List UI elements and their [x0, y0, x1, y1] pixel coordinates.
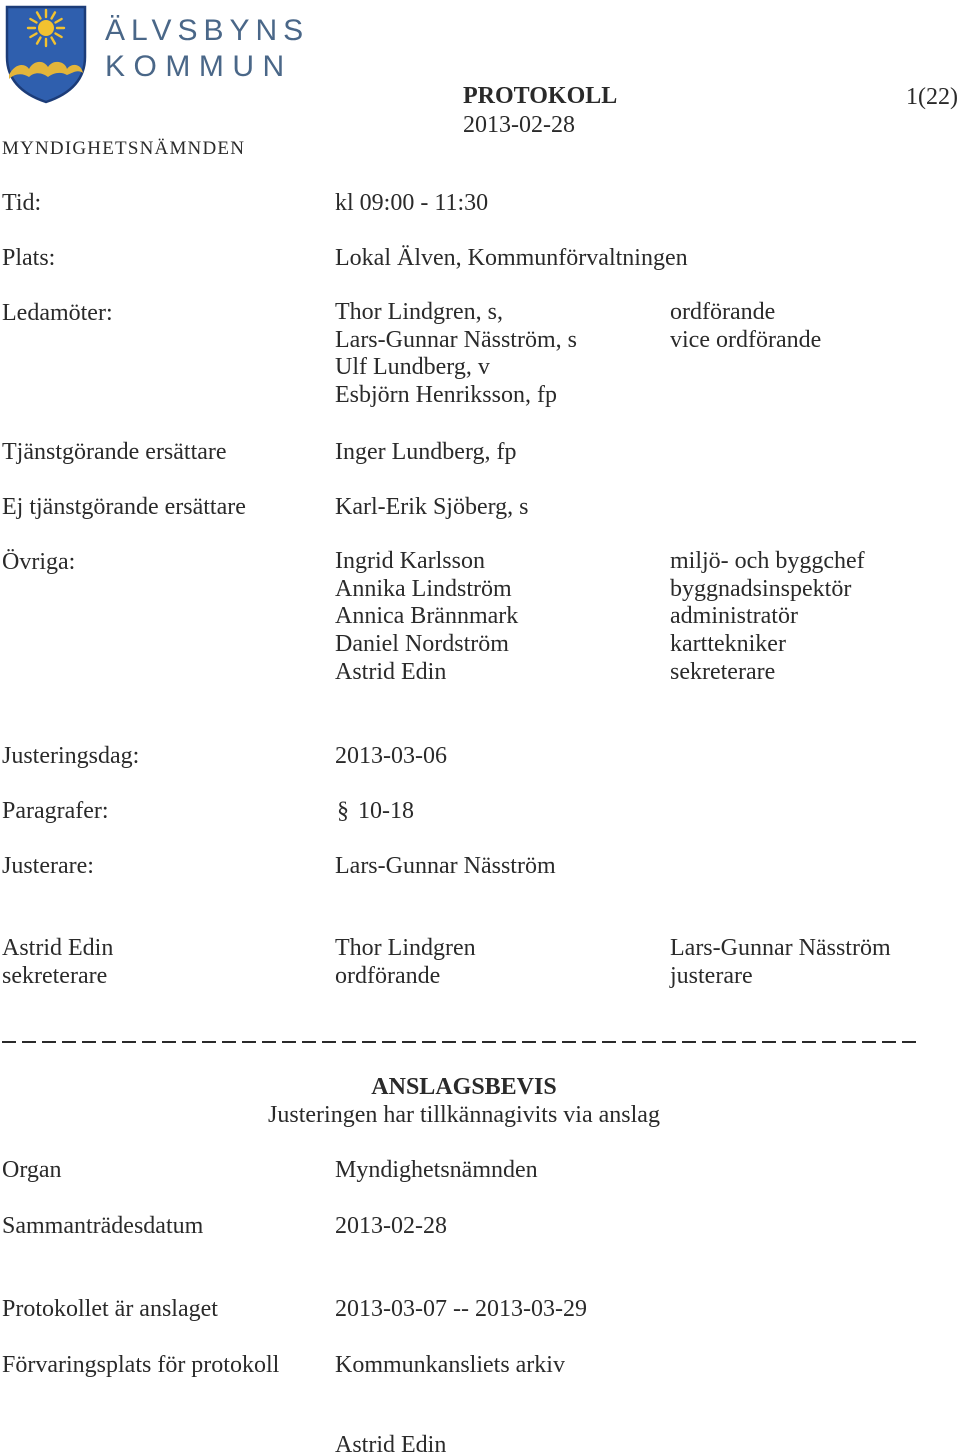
- other-name: Annika Lindström: [335, 575, 512, 602]
- notice-value: 2013-03-07 -- 2013-03-29: [335, 1296, 587, 1322]
- others-row: [0, 548, 960, 685]
- other-name: Astrid Edin: [335, 658, 447, 685]
- other-role: administratör: [670, 603, 798, 630]
- other-name: Annica Brännmark: [335, 603, 519, 630]
- place-label: Plats:: [2, 245, 56, 271]
- notice-row-meeting-date: [0, 1212, 960, 1240]
- non-serving-substitutes-row: [0, 493, 960, 521]
- non-serving-substitutes-value: Karl-Erik Sjöberg, s: [335, 494, 529, 520]
- member-name: Thor Lindgren, s,: [335, 299, 503, 325]
- notice-row-organ: [0, 1156, 960, 1184]
- members-roles: [670, 299, 821, 354]
- member-role: vice ordförande: [670, 326, 822, 353]
- time-row: [0, 189, 960, 217]
- others-roles: [670, 548, 865, 687]
- paragraphs-row: [0, 797, 960, 825]
- other-name: Daniel Nordström: [335, 631, 509, 658]
- notice-label: Sammanträdesdatum: [2, 1213, 204, 1239]
- notice-value: Kommunkansliets arkiv: [335, 1352, 565, 1378]
- notice-value: Myndighetsnämnden: [335, 1157, 538, 1183]
- serving-substitutes-value: Inger Lundberg, fp: [335, 439, 517, 465]
- section-sign: §: [337, 798, 349, 824]
- signature-role: sekreterare: [2, 962, 108, 989]
- notice-subtitle: Justeringen har tillkännagivits via anslag: [268, 1102, 660, 1128]
- signature-name: Lars-Gunnar Näsström: [670, 935, 891, 961]
- meeting-date: 2013-02-28: [463, 112, 575, 138]
- member-name: Esbjörn Henriksson, fp: [335, 382, 557, 409]
- notice-row-storage: [0, 1351, 960, 1379]
- other-role: karttekniker: [670, 631, 786, 658]
- signature-role: justerare: [670, 962, 753, 989]
- notice-value: 2013-02-28: [335, 1213, 447, 1239]
- adjusters-label: Justerare:: [2, 853, 94, 879]
- org-name-line1: ÄLVSBYNS: [105, 14, 310, 47]
- others-names: [335, 548, 518, 687]
- coat-of-arms-icon: [3, 3, 89, 105]
- signatures-block: [0, 935, 960, 991]
- place-row: [0, 244, 960, 272]
- paragraphs-label: Paragrafer:: [2, 798, 109, 824]
- notice-label: Förvaringsplats för protokoll: [2, 1352, 280, 1378]
- adjustment-date-label: Justeringsdag:: [2, 743, 140, 769]
- time-value: kl 09:00 - 11:30: [335, 190, 489, 216]
- notice-row-posted-period: [0, 1295, 960, 1323]
- member-name: Lars-Gunnar Näsström, s: [335, 326, 577, 353]
- member-name: Ulf Lundberg, v: [335, 354, 490, 381]
- member-role: ordförande: [670, 299, 776, 325]
- other-name: Ingrid Karlsson: [335, 548, 485, 574]
- members-row: [0, 299, 960, 409]
- page-number: 1(22): [906, 84, 958, 110]
- others-label: Övriga:: [2, 549, 76, 575]
- non-serving-substitutes-label: Ej tjänstgörande ersättare: [2, 494, 246, 520]
- serving-substitutes-label: Tjänstgörande ersättare: [2, 439, 227, 465]
- notice-title: ANSLAGSBEVIS: [371, 1074, 557, 1100]
- paragraphs-value: 10-18: [358, 798, 414, 824]
- signature-chair: [335, 935, 476, 990]
- committee-name: MYNDIGHETSNÄMNDEN: [2, 138, 246, 159]
- other-role: miljö- och byggchef: [670, 548, 865, 574]
- signature-name: Thor Lindgren: [335, 935, 476, 961]
- document-type: PROTOKOLL: [463, 83, 618, 109]
- adjustment-date-row: [0, 742, 960, 770]
- other-role: sekreterare: [670, 658, 776, 685]
- other-role: byggnadsinspektör: [670, 575, 852, 602]
- serving-substitutes-row: [0, 438, 960, 466]
- notice-label: Protokollet är anslaget: [2, 1296, 218, 1322]
- members-label: Ledamöter:: [2, 300, 113, 326]
- adjustment-date-value: 2013-03-06: [335, 743, 447, 769]
- org-name-line2: KOMMUN: [105, 50, 293, 83]
- place-value: Lokal Älven, Kommunförvaltningen: [335, 245, 688, 271]
- signature-adjuster: [670, 935, 891, 990]
- time-label: Tid:: [2, 190, 42, 216]
- members-names: [335, 299, 577, 410]
- signature-role: ordförande: [335, 962, 441, 989]
- notice-signer: Astrid Edin: [335, 1432, 447, 1456]
- signature-name: Astrid Edin: [2, 935, 114, 961]
- signature-divider: [2, 1041, 917, 1043]
- notice-label: Organ: [2, 1157, 62, 1183]
- adjusters-value: Lars-Gunnar Näsström: [335, 853, 556, 879]
- signature-secretary: [2, 935, 113, 990]
- adjusters-row: [0, 852, 960, 880]
